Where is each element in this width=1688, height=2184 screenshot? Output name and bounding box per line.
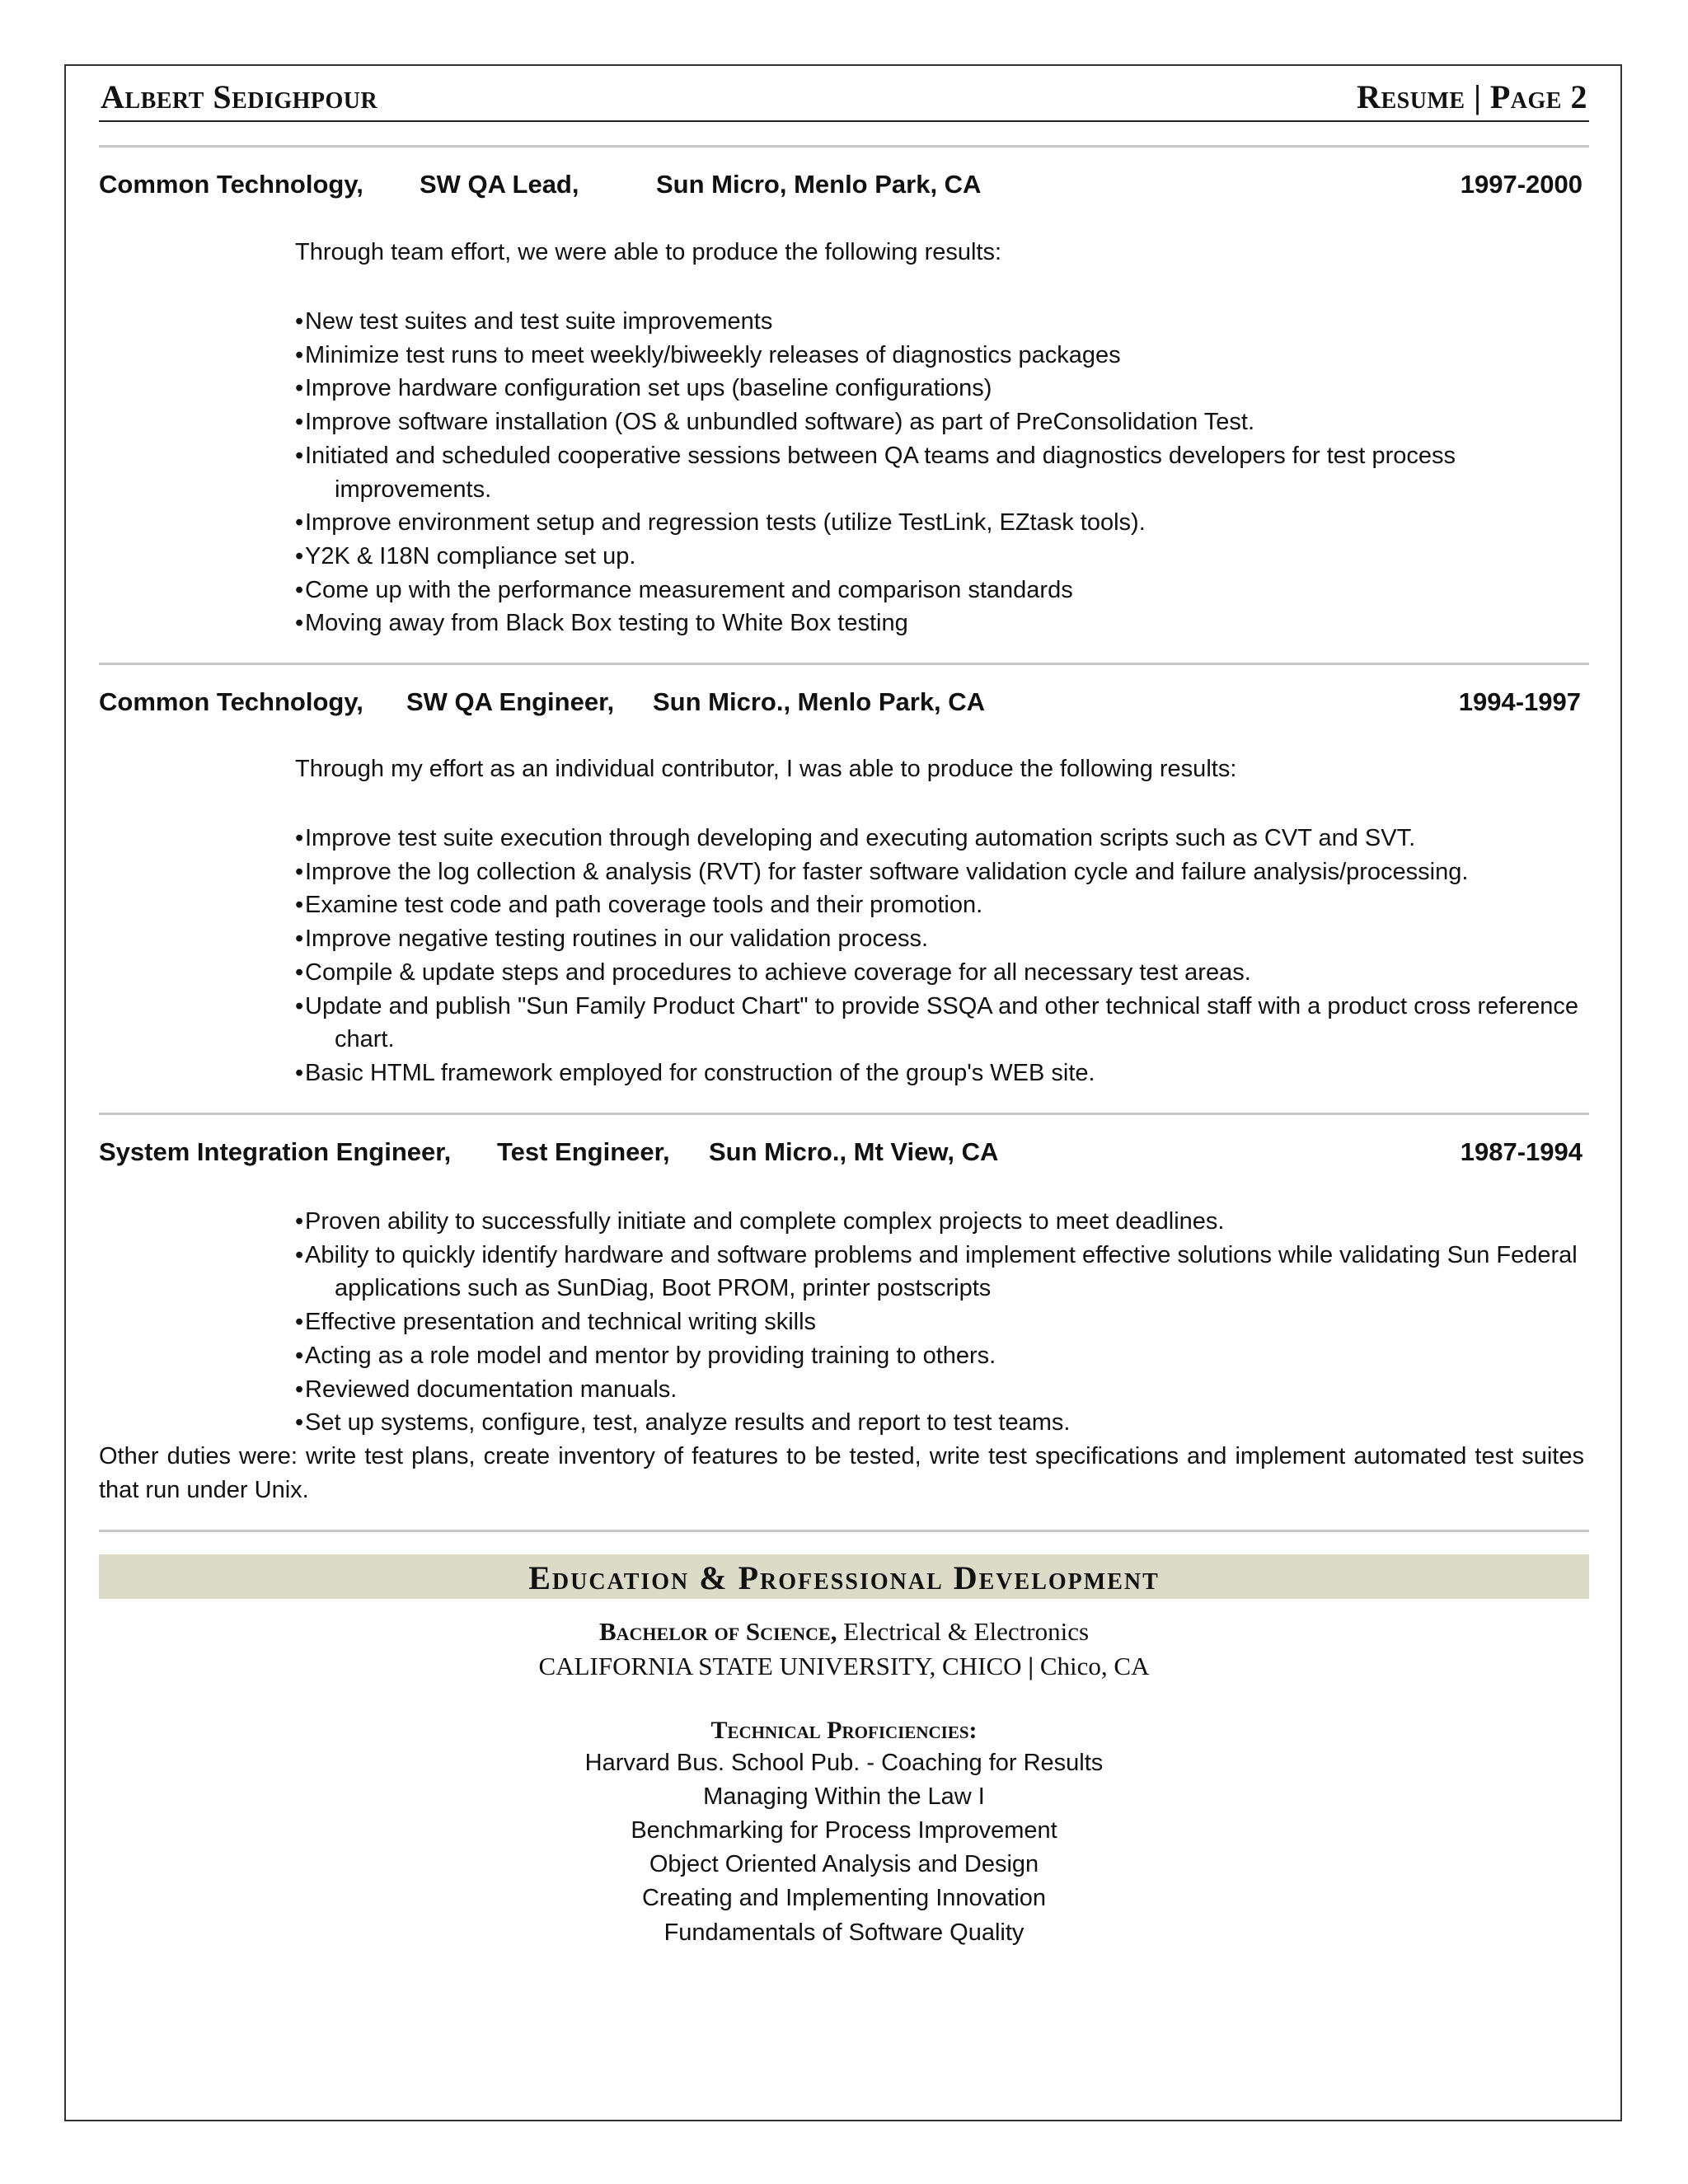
list-item: • Improve software installation (OS & unbundled software) as part of PreConsolidation Test. <box>295 405 1585 439</box>
list-item: • Proven ability to successfully initiate and complete complex projects to meet deadlines. <box>295 1205 1585 1239</box>
job-heading-3 <box>99 1137 1582 1174</box>
candidate-name: Albert Sedighpour <box>101 78 378 115</box>
job-heading-1 <box>99 170 1582 206</box>
degree: Bachelor of Science, <box>598 1617 837 1646</box>
tech-item: Creating and Implementing Innovation <box>641 1885 1047 1911</box>
list-item: • Acting as a role model and mentor by providing training to others. <box>295 1339 1585 1373</box>
job-company: System Integration Engineer, <box>99 1137 452 1166</box>
school-city: Chico, CA <box>1039 1652 1150 1680</box>
divider <box>99 663 1589 665</box>
job-years: 1994-1997 <box>1458 687 1581 716</box>
divider <box>99 1113 1589 1115</box>
list-item: • Improve hardware configuration set ups (baseline configurations) <box>295 372 1585 405</box>
list-item: • Initiated and scheduled cooperative sessions between QA teams and diagnostics developers for test process improvements. <box>295 439 1585 506</box>
school-line <box>99 1652 1589 1681</box>
list-item: • New test suites and test suite improvements <box>295 305 1585 339</box>
tech-item: Object Oriented Analysis and Design <box>649 1851 1039 1877</box>
job-bullets-2 <box>295 822 1585 1090</box>
job-bullets-1 <box>295 305 1585 640</box>
tech-item: Benchmarking for Process Improvement <box>631 1817 1057 1844</box>
list-item: • Come up with the performance measurement and comparison standards <box>295 574 1585 607</box>
education-heading: Education & Professional Development <box>528 1559 1160 1596</box>
list-item: • Reviewed documentation manuals. <box>295 1373 1585 1407</box>
other-duties: Other duties were: write test plans, create inventory of features to be tested, write test specifications and implement automated test suites that run under Unix. <box>99 1443 1584 1503</box>
job-intro-2: Through my effort as an individual contributor, I was able to produce the following results: <box>295 756 1237 782</box>
job-intro-1: Through team effort, we were able to produce the following results: <box>295 239 1002 265</box>
list-item: • Improve the log collection & analysis (RVT) for faster software validation cycle and failure analysis/processing. <box>295 855 1585 889</box>
list-item: • Examine test code and path coverage tools and their promotion. <box>295 888 1585 922</box>
list-item: • Ability to quickly identify hardware and software problems and implement effective solutions while validating Sun Federal applications such as SunDiag, Boot PROM, printer postscripts <box>295 1239 1585 1305</box>
job-title: SW QA Engineer, <box>406 687 615 716</box>
page-header <box>99 74 1589 122</box>
list-item: • Improve test suite execution through developing and executing automation scripts such as CVT and SVT. <box>295 822 1585 855</box>
tech-item: Managing Within the Law I <box>703 1783 985 1810</box>
list-item: • Compile & update steps and procedures to achieve coverage for all necessary test areas. <box>295 956 1585 990</box>
tech-heading: Technical Proficiencies: <box>710 1717 978 1744</box>
job-years: 1987-1994 <box>1460 1137 1582 1166</box>
school-name: CALIFORNIA STATE UNIVERSITY, CHICO <box>538 1652 1022 1680</box>
degree-field: Electrical & Electronics <box>837 1617 1090 1646</box>
list-item: • Improve negative testing routines in our validation process. <box>295 922 1585 956</box>
job-bullets-3 <box>295 1205 1585 1440</box>
job-heading-2 <box>99 687 1582 724</box>
degree-line <box>99 1617 1589 1647</box>
list-item: • Improve environment setup and regression tests (utilize TestLink, EZtask tools). <box>295 506 1585 540</box>
list-item: • Update and publish "Sun Family Product Chart" to provide SSQA and other technical staff with a product cross reference chart. <box>295 990 1585 1057</box>
divider <box>99 145 1589 148</box>
tech-item: Fundamentals of Software Quality <box>663 1919 1025 1946</box>
list-item: • Set up systems, configure, test, analyze results and report to test teams. <box>295 1406 1585 1440</box>
job-company: Common Technology, <box>99 687 363 716</box>
list-item: • Minimize test runs to meet weekly/biweekly releases of diagnostics packages <box>295 339 1585 373</box>
job-title: Test Engineer, <box>497 1137 670 1166</box>
job-location: Sun Micro., Mt View, CA <box>709 1137 999 1166</box>
page-label: Resume | Page 2 <box>1357 78 1587 115</box>
job-title: SW QA Lead, <box>420 170 579 199</box>
job-location: Sun Micro., Menlo Park, CA <box>653 687 986 716</box>
list-item: • Basic HTML framework employed for construction of the group's WEB site. <box>295 1057 1585 1090</box>
education-heading-band <box>99 1554 1589 1599</box>
tech-item: Harvard Bus. School Pub. - Coaching for Results <box>584 1750 1104 1776</box>
list-item: • Effective presentation and technical writing skills <box>295 1305 1585 1339</box>
job-location: Sun Micro, Menlo Park, CA <box>656 170 982 199</box>
job-years: 1997-2000 <box>1460 170 1582 199</box>
school-separator: | <box>1021 1652 1040 1680</box>
list-item: • Y2K & I18N compliance set up. <box>295 540 1585 574</box>
list-item: • Moving away from Black Box testing to White Box testing <box>295 607 1585 640</box>
divider <box>99 1530 1589 1532</box>
job-company: Common Technology, <box>99 170 363 199</box>
